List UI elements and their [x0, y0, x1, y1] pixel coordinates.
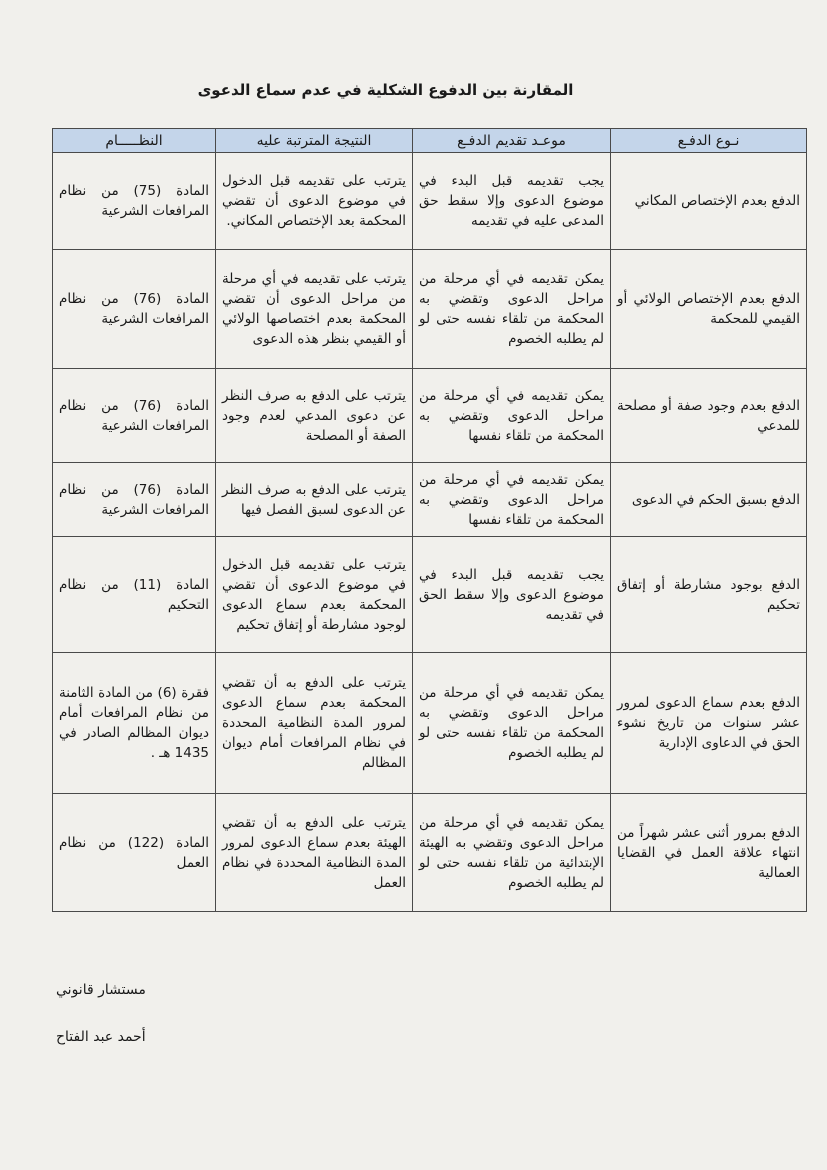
plea-type-cell: الدفع بمرور أثنى عشر شهراً من انتهاء علاقة العمل في القضايا العمالية	[611, 794, 807, 912]
law-cell: المادة (122) من نظام العمل	[53, 794, 216, 912]
result-cell: يترتب على الدفع به أن تقضي الهيئة بعدم سماع الدعوى لمرور المدة النظامية المحددة في نظام العمل	[216, 794, 413, 912]
result-cell: يترتب على تقديمه قبل الدخول في موضوع الدعوى أن تقضي المحكمة بعدم سماع الدعوى لوجود مشارطة أو إتفاق تحكيم	[216, 537, 413, 653]
result-cell: يترتب على الدفع به صرف النظر عن الدعوى لسبق الفصل فيها	[216, 463, 413, 537]
plea-type-cell: الدفع بعدم سماع الدعوى لمرور عشر سنوات من تاريخ نشوء الحق في الدعاوى الإدارية	[611, 653, 807, 794]
timing-cell: يمكن تقديمه في أي مرحلة من مراحل الدعوى وتقضي به المحكمة من تلقاء نفسه حتى لو لم يطلبه الخصوم	[413, 653, 611, 794]
result-cell: يترتب على تقديمه في أي مرحلة من مراحل الدعوى أن تقضي المحكمة بعدم اختصاصها الولائي أو القيمي بنظر هذه الدعوى	[216, 250, 413, 369]
result-cell: يترتب على الدفع به أن تقضي المحكمة بعدم سماع الدعوى لمرور المدة النظامية المحددة في نظام المرافعات أمام ديوان المظالم	[216, 653, 413, 794]
timing-cell: يمكن تقديمه في أي مرحلة من مراحل الدعوى وتقضي به الهيئة الإبتدائية من تلقاء نفسه حتى لو لم يطلبه الخصوم	[413, 794, 611, 912]
table-row	[53, 794, 807, 912]
timing-cell: يمكن تقديمه في أي مرحلة من مراحل الدعوى وتقضي به المحكمة من تلقاء نفسها	[413, 369, 611, 463]
plea-type-cell: الدفع بعدم الإختصاص الولائي أو القيمي للمحكمة	[611, 250, 807, 369]
plea-type-cell: الدفع بسبق الحكم في الدعوى	[611, 463, 807, 537]
law-cell: فقرة (6) من المادة الثامنة من نظام المرافعات أمام ديوان المظالم الصادر في 1435 هـ .	[53, 653, 216, 794]
plea-type-cell: الدفع بعدم وجود صفة أو مصلحة للمدعي	[611, 369, 807, 463]
table-header-row	[53, 129, 807, 153]
table-row	[53, 537, 807, 653]
page-title	[0, 80, 827, 100]
header-plea-type: نـوع الدفـع	[611, 129, 807, 153]
timing-cell: يمكن تقديمه في أي مرحلة من مراحل الدعوى وتقضي به المحكمة من تلقاء نفسه حتى لو لم يطلبه الخصوم	[413, 250, 611, 369]
signature-name: أحمد عبد الفتاح	[56, 1029, 146, 1045]
signature-title: مستشار قانوني	[56, 982, 146, 998]
plea-type-cell: الدفع بعدم الإختصاص المكاني	[611, 153, 807, 250]
timing-cell: يجب تقديمه قبل البدء في موضوع الدعوى وإلا سقط حق المدعى عليه في تقديمه	[413, 153, 611, 250]
table-row	[53, 250, 807, 369]
table-row	[53, 653, 807, 794]
table-row	[53, 463, 807, 537]
law-cell: المادة (75) من نظام المرافعات الشرعية	[53, 153, 216, 250]
result-cell: يترتب على الدفع به صرف النظر عن دعوى المدعي لعدم وجود الصفة أو المصلحة	[216, 369, 413, 463]
timing-cell: يمكن تقديمه في أي مرحلة من مراحل الدعوى وتقضي به المحكمة من تلقاء نفسها	[413, 463, 611, 537]
law-cell: المادة (76) من نظام المرافعات الشرعية	[53, 369, 216, 463]
law-cell: المادة (11) من نظام التحكيم	[53, 537, 216, 653]
header-law: النظـــــام	[53, 129, 216, 153]
law-cell: المادة (76) من نظام المرافعات الشرعية	[53, 463, 216, 537]
comparison-table	[52, 128, 807, 912]
timing-cell: يجب تقديمه قبل البدء في موضوع الدعوى وإلا سقط الحق في تقديمه	[413, 537, 611, 653]
page-title-text: المقارنة بين الدفوع الشكلية في عدم سماع الدعوى	[197, 81, 574, 99]
table-row	[53, 153, 807, 250]
plea-type-cell: الدفع بوجود مشارطة أو إتفاق تحكيم	[611, 537, 807, 653]
header-submission-timing: موعـد تقديم الدفـع	[413, 129, 611, 153]
table-row	[53, 369, 807, 463]
result-cell: يترتب على تقديمه قبل الدخول في موضوع الدعوى أن تقضي المحكمة بعد الإختصاص المكاني.	[216, 153, 413, 250]
header-resulting-effect: النتيجة المترتبة عليه	[216, 129, 413, 153]
law-cell: المادة (76) من نظام المرافعات الشرعية	[53, 250, 216, 369]
